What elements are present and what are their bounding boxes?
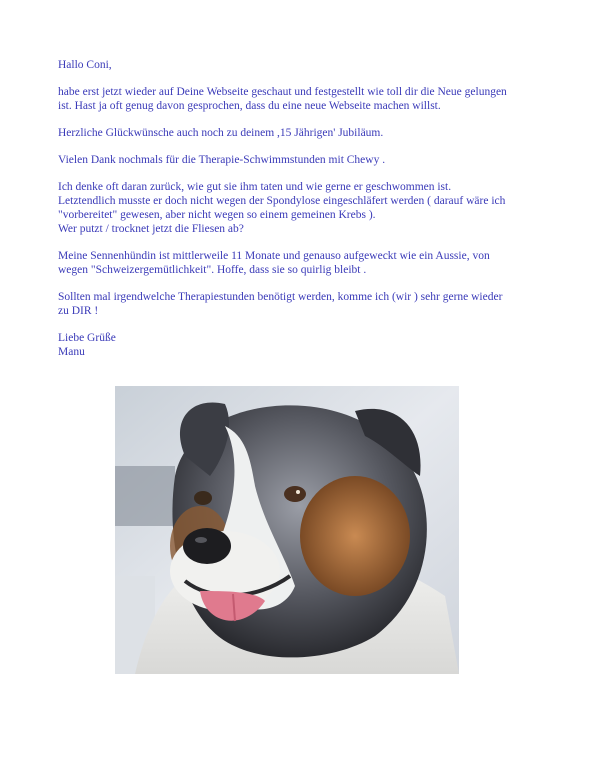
nose-highlight <box>195 537 207 543</box>
text-line: Ich denke oft daran zurück, wie gut sie ihm taten und wie gerne er geschwommen ist. <box>58 181 452 193</box>
text-line: Sollten mal irgendwelche Therapiestunden benötigt werden, komme ich (wir ) sehr gerne wieder <box>58 291 503 303</box>
greeting <box>58 58 528 72</box>
closing-line: Liebe Grüße <box>58 332 116 344</box>
paragraph-sennenhuendin <box>58 249 528 277</box>
text-line: Meine Sennenhündin ist mittlerweile 11 Monate und genauso aufgeweckt wie ein Aussie, von <box>58 250 490 262</box>
paragraph-webseite <box>58 85 528 113</box>
text-line: zu DIR ! <box>58 305 99 317</box>
dog-photo <box>115 386 459 674</box>
signature: Manu <box>58 346 85 358</box>
eye-highlight <box>296 490 300 494</box>
text-line: habe erst jetzt wieder auf Deine Webseite geschaut und festgestellt wie toll dir die Neue gelungen <box>58 86 507 98</box>
text-line: Letztendlich musste er doch nicht wegen der Spondylose eingeschläfert werden ( darauf wäre ich <box>58 195 506 207</box>
text-line: "vorbereitet" gewesen, aber nicht wegen so einem gemeinen Krebs ). <box>58 209 376 221</box>
text-line: wegen "Schweizergemütlichkeit". Hoffe, dass sie so quirlig bleibt . <box>58 264 367 276</box>
nose <box>183 528 231 564</box>
closing <box>58 331 528 359</box>
paragraph-dank <box>58 153 528 167</box>
dog-portrait-illustration <box>115 386 459 674</box>
dark-patch <box>115 466 175 526</box>
text-line: Wer putzt / trocknet jetzt die Fliesen ab? <box>58 223 244 235</box>
right-cheek-copper <box>300 476 410 596</box>
letter-body <box>58 58 528 372</box>
paragraph-therapiestunden <box>58 290 528 318</box>
paragraph-erinnerung <box>58 180 528 236</box>
greeting-line: Hallo Coni, <box>58 59 112 71</box>
text-line: Vielen Dank nochmals für die Therapie-Schwimmstunden mit Chewy . <box>58 154 386 166</box>
text-line: Herzliche Glückwünsche auch noch zu deinem ,15 Jährigen' Jubiläum. <box>58 127 384 139</box>
right-eye <box>284 486 306 502</box>
left-eye <box>194 491 212 505</box>
paragraph-jubilaeum <box>58 126 528 140</box>
text-line: ist. Hast ja oft genug davon gesprochen, dass du eine neue Webseite machen willst. <box>58 100 441 112</box>
